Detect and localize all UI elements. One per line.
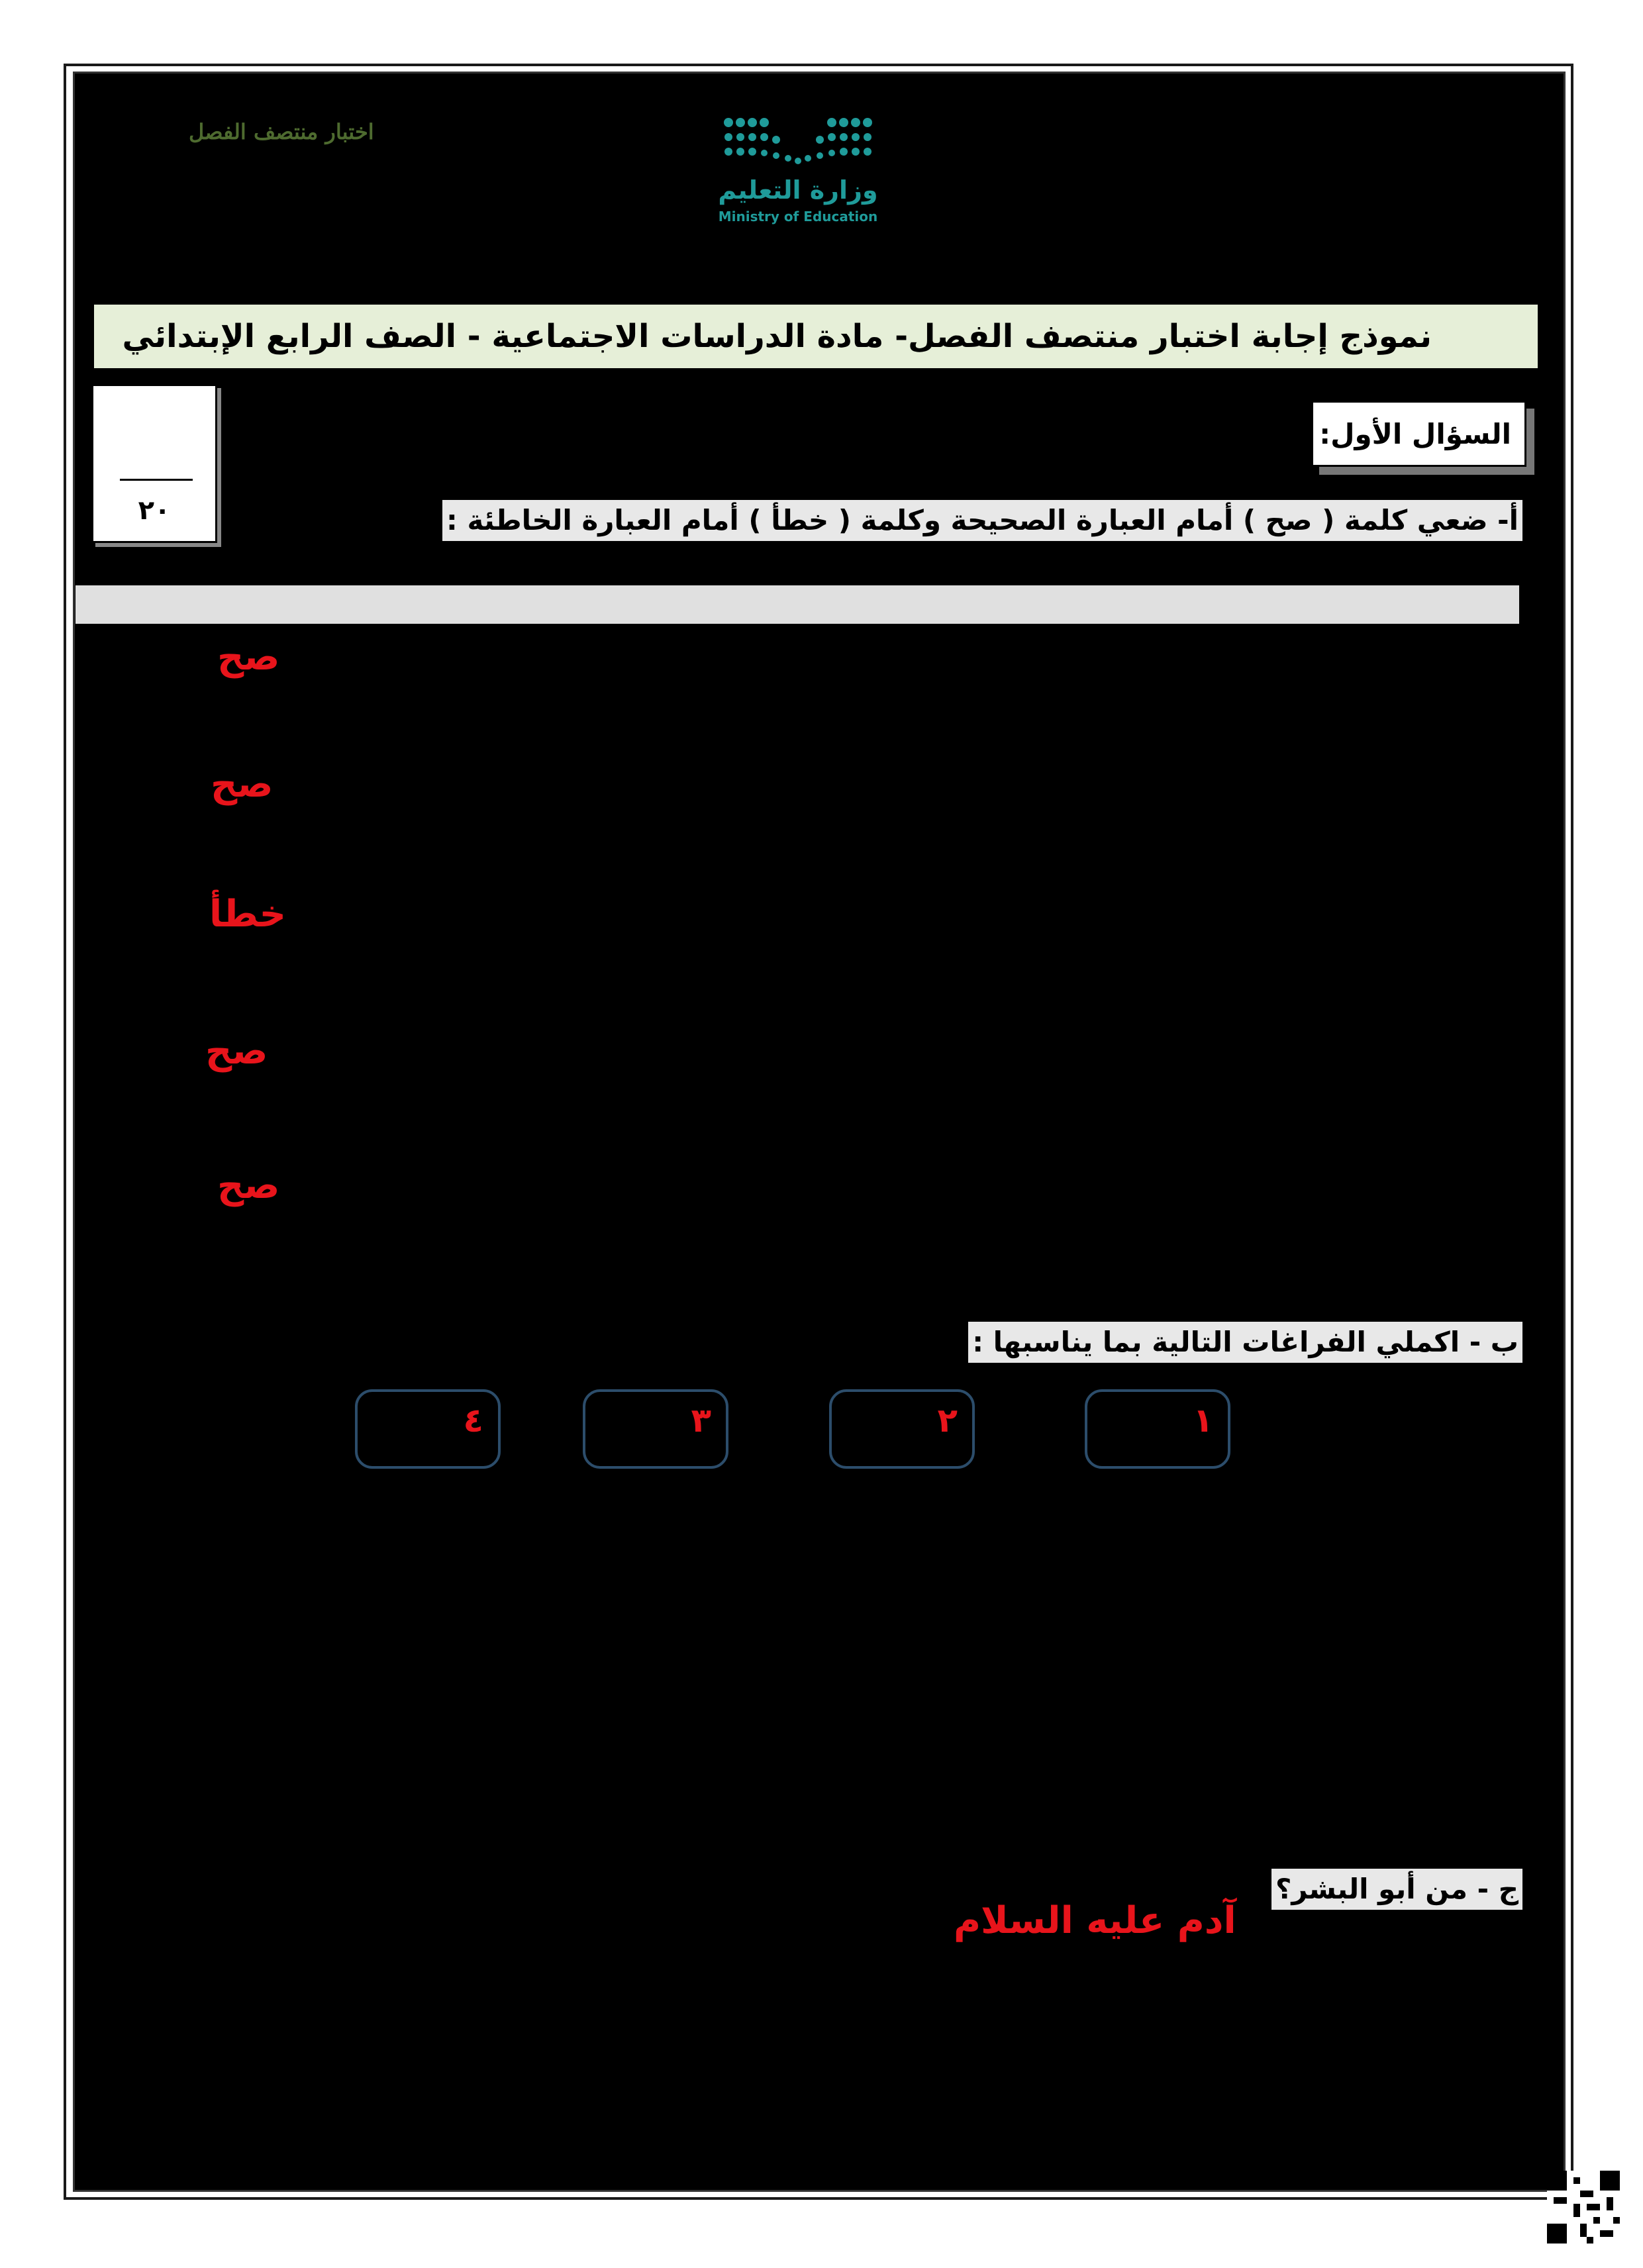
page-title: نموذج إجابة اختبار منتصف الفصل- مادة الدراسات الاجتماعية - الصف الرابع الإبتدائي	[94, 305, 1538, 368]
blank-box-2-number: ٢	[937, 1401, 958, 1440]
part-b-instruction: ب - اكملي الفراغات التالية بما يناسبها :	[968, 1322, 1522, 1363]
ministry-logo-icon	[715, 109, 881, 175]
statements-header-bar	[75, 585, 1519, 624]
qr-code	[1547, 2171, 1620, 2243]
blank-box-4	[355, 1389, 501, 1469]
blank-box-1-number: ١	[1193, 1401, 1213, 1440]
answer-a-2: صح	[211, 763, 274, 806]
score-total: ٢٠	[138, 495, 171, 526]
answer-a-1: صح	[217, 636, 280, 679]
question1-heading: السؤال الأول:	[1311, 401, 1526, 467]
part-a-instruction: أ- ضعي كلمة ( صح ) أمام العبارة الصحيحة وكلمة ( خطأ ) أمام العبارة الخاطئة :	[442, 500, 1522, 541]
score-divider	[120, 479, 193, 481]
blank-box-4-number: ٤	[463, 1401, 483, 1440]
blank-box-3-number: ٣	[691, 1401, 711, 1440]
qr-code-icon	[1547, 2171, 1620, 2243]
answer-a-4: صح	[205, 1030, 268, 1073]
blank-box-3	[583, 1389, 728, 1469]
answer-a-3: خطأ	[209, 893, 286, 936]
answer-a-5: صح	[217, 1164, 280, 1207]
score-box	[91, 384, 217, 543]
ministry-name-en: Ministry of Education	[718, 209, 878, 224]
ministry-name-ar: وزارة التعليم	[718, 175, 878, 205]
blank-box-2	[829, 1389, 975, 1469]
blank-box-1	[1085, 1389, 1230, 1469]
ministry-logo	[715, 109, 881, 235]
exam-label: اختبار منتصف الفصل	[189, 119, 374, 144]
part-c-answer: آدم عليه السلام	[954, 1899, 1236, 1942]
part-c-question: ج - من أبو البشر؟	[1271, 1869, 1522, 1910]
